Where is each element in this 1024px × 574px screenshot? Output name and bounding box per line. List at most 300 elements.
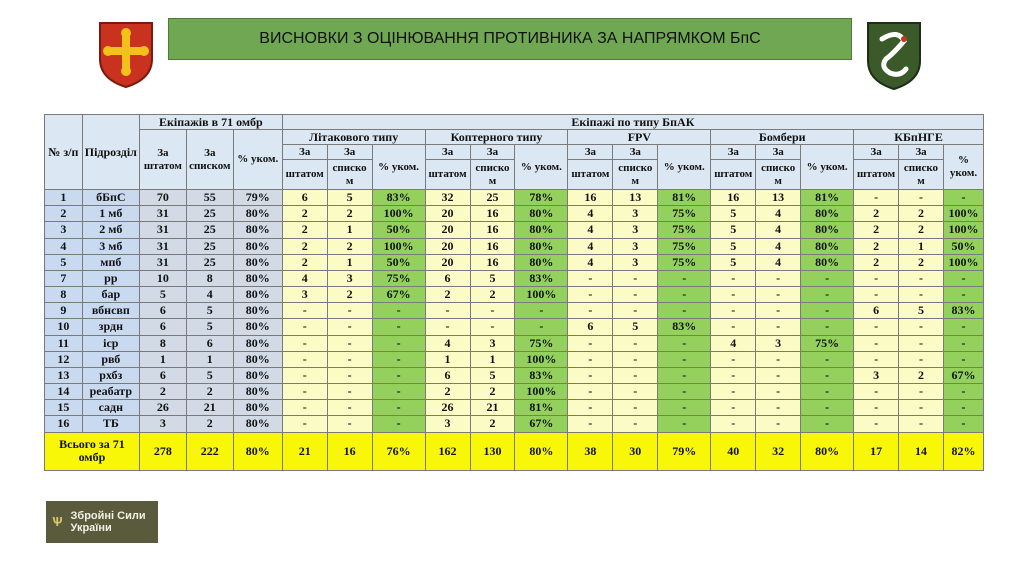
row-type-pct: 50% — [943, 238, 983, 254]
row-type-pct: - — [372, 351, 425, 367]
row-crews71-list: 8 — [186, 270, 233, 286]
row-unit: зрдн — [82, 319, 139, 335]
row-type-pct: 100% — [515, 351, 568, 367]
row-type-list: 3 — [613, 222, 658, 238]
row-type-list: 16 — [470, 238, 515, 254]
row-type-pct: 80% — [801, 238, 854, 254]
row-type-pct: 81% — [658, 190, 711, 206]
row-type-pct: - — [801, 287, 854, 303]
row-crews71-pct: 80% — [233, 254, 282, 270]
row-type-list: 1 — [327, 222, 372, 238]
row-type-list: 2 — [470, 416, 515, 432]
row-crews71-list: 25 — [186, 254, 233, 270]
row-type-pct: - — [658, 335, 711, 351]
row-type-staff: 20 — [425, 238, 470, 254]
row-type-list: - — [327, 319, 372, 335]
row-crews71-list: 25 — [186, 222, 233, 238]
row-crews71-pct: 80% — [233, 335, 282, 351]
row-type-staff: 20 — [425, 222, 470, 238]
total-type-value: 32 — [756, 432, 801, 470]
subheader-list-bottom: списко м — [756, 160, 801, 190]
subheader-staff-top: За — [282, 145, 327, 160]
row-type-staff: - — [568, 367, 613, 383]
header-unit: Підрозділ — [82, 115, 139, 190]
table-row — [45, 367, 984, 383]
row-type-staff: 4 — [568, 238, 613, 254]
subheader-list-top: За — [470, 145, 515, 160]
row-type-list: 3 — [613, 206, 658, 222]
header-crews71: Екіпажів в 71 омбр — [139, 115, 282, 130]
row-crews71-pct: 80% — [233, 287, 282, 303]
row-type-staff: 6 — [854, 303, 899, 319]
row-type-pct: 78% — [515, 190, 568, 206]
row-crews71-staff: 5 — [139, 287, 186, 303]
row-crews71-list: 21 — [186, 400, 233, 416]
row-type-staff: - — [282, 351, 327, 367]
row-type-list: 2 — [470, 384, 515, 400]
row-type-pct: 80% — [515, 206, 568, 222]
row-type-pct: 75% — [801, 335, 854, 351]
row-type-staff: - — [282, 335, 327, 351]
row-type-staff: 3 — [282, 287, 327, 303]
subheader-staff-top: За — [854, 145, 899, 160]
row-type-pct: - — [372, 367, 425, 383]
row-type-pct: - — [943, 351, 983, 367]
total-type-value: 76% — [372, 432, 425, 470]
row-crews71-pct: 80% — [233, 400, 282, 416]
total-type-value: 16 — [327, 432, 372, 470]
row-unit: 2 мб — [82, 222, 139, 238]
row-crews71-list: 6 — [186, 335, 233, 351]
row-type-pct: 75% — [372, 270, 425, 286]
row-number: 8 — [45, 287, 83, 303]
row-crews71-staff: 6 — [139, 367, 186, 383]
row-crews71-pct: 80% — [233, 367, 282, 383]
table-row — [45, 222, 984, 238]
row-crews71-pct: 79% — [233, 190, 282, 206]
row-crews71-list: 2 — [186, 384, 233, 400]
row-type-list: 4 — [756, 238, 801, 254]
row-type-list: - — [756, 287, 801, 303]
page-title: ВИСНОВКИ З ОЦІНЮВАННЯ ПРОТИВНИКА ЗА НАПРЯМКОМ БпС — [168, 18, 852, 60]
row-type-pct: - — [801, 416, 854, 432]
row-type-pct: - — [658, 400, 711, 416]
subheader-list-bottom: списко м — [470, 160, 515, 190]
row-type-staff: 2 — [854, 222, 899, 238]
row-type-staff: - — [282, 400, 327, 416]
row-type-list: 2 — [899, 206, 944, 222]
row-type-pct: 83% — [372, 190, 425, 206]
subheader-list-top: За — [613, 145, 658, 160]
header-type-kbpnge: КБпНГЕ — [854, 130, 984, 145]
row-type-staff: - — [282, 384, 327, 400]
row-type-staff: - — [854, 384, 899, 400]
row-type-pct: 100% — [943, 254, 983, 270]
subheader-staff-top: За — [568, 145, 613, 160]
row-type-staff: 6 — [425, 270, 470, 286]
total-crews71-value: 222 — [186, 432, 233, 470]
row-type-pct: - — [658, 416, 711, 432]
row-type-pct: 81% — [515, 400, 568, 416]
row-type-list: 5 — [327, 190, 372, 206]
subheader-list-top: За — [899, 145, 944, 160]
row-type-list: 16 — [470, 254, 515, 270]
row-type-staff: - — [282, 416, 327, 432]
subheader-staff-bottom: штатом — [711, 160, 756, 190]
row-number: 1 — [45, 190, 83, 206]
row-crews71-staff: 31 — [139, 222, 186, 238]
row-type-list: - — [327, 335, 372, 351]
total-crews71-value: 80% — [233, 432, 282, 470]
row-type-pct: - — [801, 270, 854, 286]
row-type-pct: - — [658, 287, 711, 303]
row-type-staff: 3 — [425, 416, 470, 432]
row-number: 2 — [45, 206, 83, 222]
row-type-list: 16 — [470, 222, 515, 238]
row-number: 12 — [45, 351, 83, 367]
row-crews71-staff: 26 — [139, 400, 186, 416]
row-crews71-list: 2 — [186, 416, 233, 432]
row-type-staff: - — [854, 351, 899, 367]
row-crews71-pct: 80% — [233, 416, 282, 432]
row-type-staff: 6 — [282, 190, 327, 206]
row-crews71-staff: 3 — [139, 416, 186, 432]
row-type-list: - — [899, 384, 944, 400]
total-type-value: 14 — [899, 432, 944, 470]
row-crews71-staff: 31 — [139, 238, 186, 254]
snake-shield-emblem — [864, 19, 924, 91]
row-type-list: - — [327, 384, 372, 400]
row-type-pct: 100% — [943, 222, 983, 238]
row-crews71-list: 1 — [186, 351, 233, 367]
row-unit: бБпС — [82, 190, 139, 206]
row-type-staff: - — [568, 287, 613, 303]
row-type-pct: - — [515, 303, 568, 319]
row-crews71-staff: 8 — [139, 335, 186, 351]
row-type-list: - — [613, 416, 658, 432]
row-type-pct: 80% — [801, 206, 854, 222]
header-crews71-staff: За штатом — [139, 130, 186, 190]
total-type-value: 162 — [425, 432, 470, 470]
row-type-list: 4 — [756, 206, 801, 222]
row-type-pct: - — [658, 270, 711, 286]
subheader-staff-bottom: штатом — [568, 160, 613, 190]
row-type-list: 2 — [470, 287, 515, 303]
row-type-staff: - — [711, 303, 756, 319]
row-type-staff: - — [425, 319, 470, 335]
row-type-staff: 2 — [282, 238, 327, 254]
row-type-list: 3 — [327, 270, 372, 286]
row-type-list: - — [470, 303, 515, 319]
row-type-list: - — [899, 351, 944, 367]
row-type-list: 2 — [899, 254, 944, 270]
row-crews71-staff: 31 — [139, 254, 186, 270]
row-type-staff: - — [568, 400, 613, 416]
row-number: 10 — [45, 319, 83, 335]
row-type-pct: - — [801, 367, 854, 383]
row-type-pct: 75% — [515, 335, 568, 351]
row-type-list: - — [899, 400, 944, 416]
row-number: 14 — [45, 384, 83, 400]
table-row — [45, 416, 984, 432]
table-row — [45, 303, 984, 319]
row-type-staff: - — [854, 270, 899, 286]
row-type-pct: 83% — [515, 367, 568, 383]
header-type-bombers: Бомбери — [711, 130, 854, 145]
row-type-list: 3 — [756, 335, 801, 351]
row-type-staff: - — [568, 270, 613, 286]
row-type-pct: - — [658, 303, 711, 319]
total-type-value: 130 — [470, 432, 515, 470]
total-label: Всього за 71 омбр — [45, 432, 140, 470]
row-type-list: - — [899, 190, 944, 206]
row-type-staff: - — [711, 270, 756, 286]
table-row — [45, 319, 984, 335]
subheader-staff-top: За — [425, 145, 470, 160]
row-type-staff: - — [711, 319, 756, 335]
row-type-list: 5 — [899, 303, 944, 319]
badge-text — [71, 510, 146, 534]
row-type-staff: 32 — [425, 190, 470, 206]
row-type-staff: 1 — [425, 351, 470, 367]
crews-table — [44, 114, 984, 471]
row-type-staff: - — [282, 303, 327, 319]
row-type-list: - — [899, 270, 944, 286]
row-type-pct: - — [801, 303, 854, 319]
row-type-list: 4 — [756, 222, 801, 238]
row-type-pct: - — [801, 400, 854, 416]
row-type-staff: - — [711, 287, 756, 303]
row-type-staff: - — [568, 416, 613, 432]
row-type-list: 1 — [327, 254, 372, 270]
row-type-pct: - — [943, 384, 983, 400]
row-type-staff: 26 — [425, 400, 470, 416]
row-type-list: - — [899, 416, 944, 432]
row-type-staff: - — [568, 303, 613, 319]
row-type-staff: 20 — [425, 254, 470, 270]
row-type-list: - — [899, 335, 944, 351]
row-type-list: - — [613, 270, 658, 286]
row-type-staff: 20 — [425, 206, 470, 222]
row-number: 9 — [45, 303, 83, 319]
row-type-pct: 100% — [943, 206, 983, 222]
row-type-list: 2 — [327, 206, 372, 222]
row-crews71-staff: 6 — [139, 319, 186, 335]
row-type-pct: - — [943, 400, 983, 416]
row-type-staff: 2 — [854, 206, 899, 222]
row-type-staff: - — [711, 400, 756, 416]
row-type-pct: 81% — [801, 190, 854, 206]
row-crews71-pct: 80% — [233, 270, 282, 286]
row-type-pct: - — [943, 287, 983, 303]
row-crews71-staff: 1 — [139, 351, 186, 367]
subheader-list-top: За — [756, 145, 801, 160]
total-type-value: 80% — [801, 432, 854, 470]
row-unit: рхбз — [82, 367, 139, 383]
row-type-list: - — [613, 335, 658, 351]
row-unit: 3 мб — [82, 238, 139, 254]
row-unit: ТБ — [82, 416, 139, 432]
total-type-value: 80% — [515, 432, 568, 470]
row-type-list: - — [613, 351, 658, 367]
row-crews71-staff: 2 — [139, 384, 186, 400]
row-crews71-list: 4 — [186, 287, 233, 303]
row-crews71-pct: 80% — [233, 351, 282, 367]
row-type-list: 2 — [327, 238, 372, 254]
table-row — [45, 351, 984, 367]
row-crews71-list: 55 — [186, 190, 233, 206]
subheader-list-top: За — [327, 145, 372, 160]
header-crews71-pct: % уком. — [233, 130, 282, 190]
row-type-staff: - — [854, 190, 899, 206]
row-unit: мпб — [82, 254, 139, 270]
row-type-pct: 75% — [658, 206, 711, 222]
row-type-list: - — [756, 303, 801, 319]
row-type-list: 4 — [756, 254, 801, 270]
row-type-staff: 2 — [282, 254, 327, 270]
row-type-pct: 75% — [658, 238, 711, 254]
subheader-pct: % уком. — [943, 145, 983, 190]
subheader-list-bottom: списко м — [613, 160, 658, 190]
row-type-pct: - — [515, 319, 568, 335]
total-type-value: 38 — [568, 432, 613, 470]
row-type-pct: - — [372, 335, 425, 351]
table-row — [45, 400, 984, 416]
row-type-list: 2 — [327, 287, 372, 303]
row-type-pct: 50% — [372, 254, 425, 270]
row-type-staff: 2 — [282, 206, 327, 222]
row-type-list: - — [327, 416, 372, 432]
row-type-list: - — [327, 367, 372, 383]
row-type-pct: 80% — [515, 254, 568, 270]
header-num: № з/п — [45, 115, 83, 190]
armed-forces-badge — [46, 501, 158, 543]
total-type-value: 79% — [658, 432, 711, 470]
row-type-staff: 16 — [568, 190, 613, 206]
row-number: 7 — [45, 270, 83, 286]
row-unit: реабатр — [82, 384, 139, 400]
row-crews71-pct: 80% — [233, 319, 282, 335]
row-type-staff: - — [854, 287, 899, 303]
subheader-list-bottom: списко м — [327, 160, 372, 190]
row-type-staff: 5 — [711, 222, 756, 238]
row-type-pct: 100% — [372, 206, 425, 222]
row-type-pct: - — [801, 319, 854, 335]
row-type-pct: - — [943, 335, 983, 351]
table-row — [45, 238, 984, 254]
total-type-value: 82% — [943, 432, 983, 470]
row-type-pct: - — [801, 351, 854, 367]
row-type-list: - — [613, 367, 658, 383]
row-crews71-list: 5 — [186, 303, 233, 319]
row-crews71-staff: 70 — [139, 190, 186, 206]
row-type-list: 5 — [470, 270, 515, 286]
table-row — [45, 287, 984, 303]
row-type-list: 5 — [613, 319, 658, 335]
row-type-staff: - — [854, 400, 899, 416]
row-crews71-staff: 6 — [139, 303, 186, 319]
row-type-staff: - — [282, 319, 327, 335]
row-type-staff: - — [568, 335, 613, 351]
table-row — [45, 384, 984, 400]
row-type-pct: 100% — [372, 238, 425, 254]
row-crews71-staff: 10 — [139, 270, 186, 286]
row-type-staff: 4 — [425, 335, 470, 351]
row-type-staff: - — [425, 303, 470, 319]
row-type-pct: 67% — [515, 416, 568, 432]
row-type-pct: - — [372, 400, 425, 416]
row-type-staff: - — [568, 384, 613, 400]
row-type-list: - — [899, 287, 944, 303]
table-row — [45, 270, 984, 286]
row-type-list: 3 — [613, 254, 658, 270]
row-crews71-pct: 80% — [233, 384, 282, 400]
subheader-pct: % уком. — [515, 145, 568, 190]
row-type-pct: 67% — [943, 367, 983, 383]
row-type-pct: - — [372, 319, 425, 335]
row-unit: рр — [82, 270, 139, 286]
row-crews71-pct: 80% — [233, 206, 282, 222]
row-type-list: 2 — [899, 222, 944, 238]
row-crews71-list: 5 — [186, 367, 233, 383]
row-crews71-pct: 80% — [233, 238, 282, 254]
row-type-list: 13 — [613, 190, 658, 206]
table-row — [45, 206, 984, 222]
row-crews71-list: 25 — [186, 238, 233, 254]
row-type-staff: 6 — [568, 319, 613, 335]
row-unit: садн — [82, 400, 139, 416]
row-type-staff: 2 — [282, 222, 327, 238]
row-unit: іср — [82, 335, 139, 351]
row-type-list: 21 — [470, 400, 515, 416]
row-type-staff: - — [711, 384, 756, 400]
header-type-copter: Коптерного типу — [425, 130, 568, 145]
table-row — [45, 190, 984, 206]
row-type-staff: 2 — [854, 254, 899, 270]
row-type-pct: - — [658, 351, 711, 367]
row-type-pct: 75% — [658, 222, 711, 238]
row-type-pct: 80% — [515, 222, 568, 238]
row-type-list: - — [327, 351, 372, 367]
subheader-staff-bottom: штатом — [282, 160, 327, 190]
row-type-list: 16 — [470, 206, 515, 222]
total-type-value: 40 — [711, 432, 756, 470]
row-type-staff: 2 — [854, 238, 899, 254]
header-type-aircraft: Літакового типу — [282, 130, 425, 145]
row-type-staff: 4 — [711, 335, 756, 351]
row-type-staff: - — [854, 416, 899, 432]
row-type-list: - — [756, 270, 801, 286]
red-shield-cross-emblem — [96, 19, 156, 89]
table-row — [45, 254, 984, 270]
header-crews71-list: За списком — [186, 130, 233, 190]
row-type-pct: - — [372, 416, 425, 432]
row-type-staff: 5 — [711, 206, 756, 222]
row-type-staff: 2 — [425, 384, 470, 400]
row-type-list: - — [613, 384, 658, 400]
row-type-pct: - — [943, 319, 983, 335]
row-type-pct: - — [943, 190, 983, 206]
row-type-staff: 16 — [711, 190, 756, 206]
row-type-pct: 75% — [658, 254, 711, 270]
row-type-pct: - — [943, 270, 983, 286]
row-type-staff: 3 — [854, 367, 899, 383]
row-type-pct: 100% — [515, 287, 568, 303]
row-crews71-list: 5 — [186, 319, 233, 335]
row-number: 4 — [45, 238, 83, 254]
row-crews71-staff: 31 — [139, 206, 186, 222]
row-type-staff: - — [568, 351, 613, 367]
